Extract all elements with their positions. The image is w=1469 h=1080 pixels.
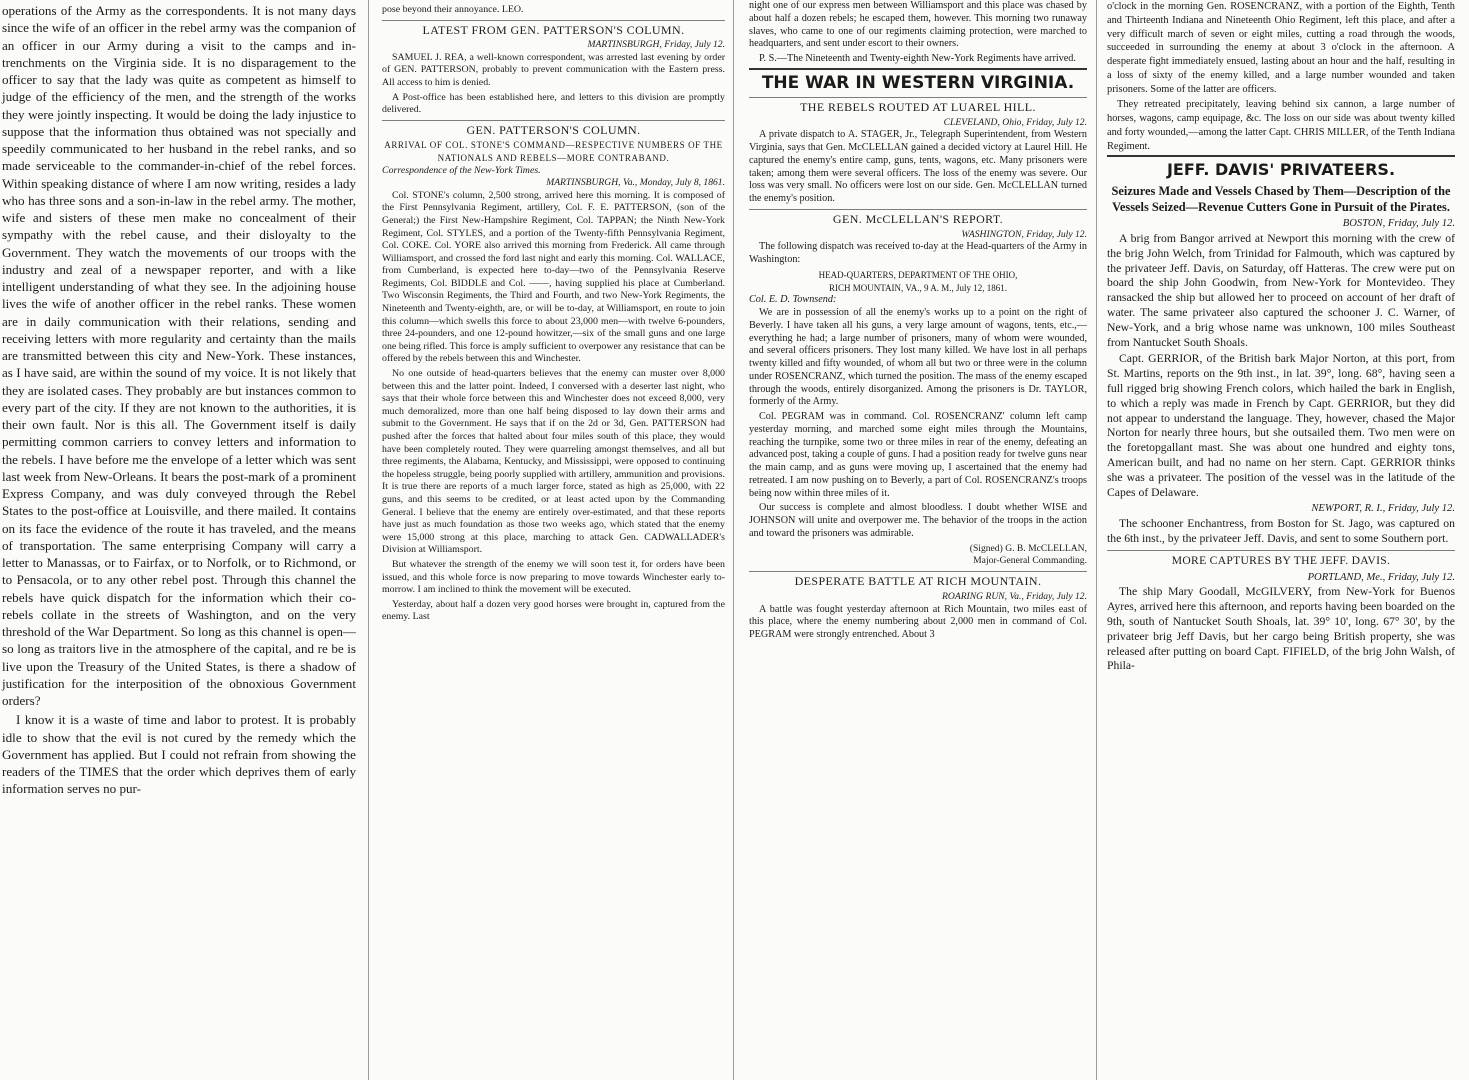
headline-more-captures: MORE CAPTURES BY THE JEFF. DAVIS. xyxy=(1171,553,1391,567)
dateline: BOSTON, Friday, July 12. xyxy=(1342,218,1455,230)
article-paragraph: A Post-office has been established here, and letters to this division are promptly delivered. xyxy=(382,91,725,116)
article-paragraph: The ship Mary Goodall, McGILVERY, from New-York for Buenos Ayres, arrived here this afternoon, and reports having been boarded on the 9th, south of Nantucket South Shoals, lat. 39° 10', long. 67° 30', by the privateer brig Jeff Davis, but her cargo being British property, she was released after putting on board Capt. FIFIELD, of the brig John Walsh, of Phila- xyxy=(1107,585,1455,673)
headline-war-western-virginia: THE WAR IN WESTERN VIRGINIA. xyxy=(761,72,1075,93)
subheadline: ARRIVAL OF COL. STONE'S COMMAND—RESPECTIVE NUMBERS OF THE NATIONALS AND REBELS—MORE CONTRABAND. xyxy=(384,140,723,163)
dispatch-paragraph: We are in possession of all the enemy's works up to a point on the right of Beverly. I have taken all his guns, a very large amount of wagons, tents, etc.,—everything he had; a large number of prisoners, many of whom were wounded, and several officers prisoners. They lost many killed. We have lost in all perhaps twenty killed and fifty wounded, of whom all but two or three were in the column under ROSENCRANZ, which turned the position. The mass of the enemy escaped through the woods, entirely disorganized. Among the prisoners is Dr. TAYLOR, formerly of the Army. xyxy=(749,307,1087,408)
signature-line: (Signed) G. B. McCLELLAN, xyxy=(969,542,1087,554)
dispatch-recipient: Col. E. D. Townsend: xyxy=(749,294,837,306)
section-divider xyxy=(1107,155,1455,157)
column-rule xyxy=(1096,0,1097,1080)
article-paragraph: A private dispatch to A. STAGER, Jr., Telegraph Superintendent, from Western Virginia, says that Gen. McCLELLAN gained a decided victory at Laurel Hill. He captured the enemy's entire camp, guns, tents, wagons, etc. Many prisoners were taken; among them were several officers. The loss of the enemy was severe. Our loss was very small. No officers were lost on our side. Gen. McCLELLAN turned the enemy's position. xyxy=(749,129,1087,204)
headquarters-line: HEAD-QUARTERS, DEPARTMENT OF THE OHIO, xyxy=(818,269,1018,280)
column-1 xyxy=(0,0,360,1080)
correspondence-credit: Correspondence of the New-York Times. xyxy=(382,164,541,176)
article-paragraph: But whatever the strength of the enemy we will soon test it, for orders have been issued, and this whole force is now preparing to move towards Winchester early to-morrow. I am inclined to think the movement will be executed. xyxy=(382,558,725,596)
section-divider xyxy=(749,209,1087,210)
column-rule xyxy=(733,0,734,1080)
headline-latest-patterson: LATEST FROM GEN. PATTERSON'S COLUMN. xyxy=(422,22,685,37)
article-paragraph: No one outside of head-quarters believes that the enemy can muster over 8,000 between this and the latter point. Indeed, I conversed with a deserter last night, who says that their whole force between this and Winchester does not exceed 8,000, very much demoralized, more than one half being disposed to lay down their arms and submit to the Government. He says that if on the 2d or 3d, Gen. PATTERSON had pushed after the forces that halted about four miles south of this place, they would have been completely routed. They were quarreling amongst themselves, and all but three regiments, the Alabama, Kentucky, and Mississippi, were opposed to continuing the hopeless struggle, being poorly supplied with artillery, ammunition and provisions. It is true there are reports of a much larger force, stated as high as 25,000, with 22 guns, and this seems to be credited, or at least acted upon by the Commanding General. I believe that the enemy are entirely over-estimated, and that these reports have just as much foundation as those two weeks ago, which stated that the enemy were 15,000 strong at this place, marching to attack Gen. CADWALLADER's Division at Williamsport. xyxy=(382,368,725,556)
column-3 xyxy=(735,0,1093,1080)
article-continuation xyxy=(1107,0,1455,153)
privateers-article xyxy=(1107,217,1455,674)
headline-jeff-davis-privateers: JEFF. DAVIS' PRIVATEERS. xyxy=(1166,160,1396,180)
headline-rich-mountain: DESPERATE BATTLE AT RICH MOUNTAIN. xyxy=(794,574,1042,588)
dispatch-paragraph: Col. PEGRAM was in command. Col. ROSENCRANZ' column left camp yesterday morning, and marched some eight miles through the Mountains, reaching the turnpike, some two or three miles in rear of the enemy, defeating an advanced post, taking a couple of guns. I had a position ready for twelve guns near the main camp, and as guns were moving up, I ascertained that the enemy had retreated. I am now pushing on to Beverly, a part of Col. ROSENCRANZ's troops being now within three miles of it. xyxy=(749,411,1087,499)
dateline: CLEVELAND, Ohio, Friday, July 12. xyxy=(943,116,1087,128)
dateline: WASHINGTON, Friday, July 12. xyxy=(961,228,1087,240)
article-paragraph: The following dispatch was received to-day at the Head-quarters of the Army in Washington: xyxy=(749,241,1087,265)
dispatch-paragraph: Our success is complete and almost bloodless. I doubt whether WISE and JOHNSON will unite and overpower me. The behavior of the troops in the action and toward the prisoners was admirable. xyxy=(749,502,1087,539)
section-divider xyxy=(749,68,1087,70)
column-2 xyxy=(374,0,731,1080)
column-4 xyxy=(1099,0,1469,1080)
signature-title: Major-General Commanding. xyxy=(973,555,1087,567)
article-paragraph: SAMUEL J. REA, a well-known correspondent, was arrested last evening by order of GEN. PATTERSON, probably to prevent communication with the Eastern press. All access to him is denied. xyxy=(382,51,725,88)
article-paragraph: I know it is a waste of time and labor to protest. It is probably idle to show that the evil is not cured by the remedy which the Government has applied. But I could not refrain from showing the readers of the TIMES that the order which deprives them of early information serves no pur- xyxy=(2,712,356,797)
section-divider xyxy=(749,571,1087,572)
section-divider xyxy=(382,20,725,21)
headline-mcclellan-report: GEN. McCLELLAN'S REPORT. xyxy=(832,211,1004,226)
dateline: NEWPORT, R. I., Friday, July 12. xyxy=(1311,503,1455,515)
section-divider xyxy=(1107,550,1455,551)
article-paragraph: Col. STONE's column, 2,500 strong, arrived here this morning. It is composed of the First Pennsylvania Regiment, artillery, Col. F. E. PATTERSON, (son of the General;) the First New-Hampshire Regiment, Col. TAPPAN; the Ninth New-York Regiment, Col. STYLES, and a portion of the Twenty-fifth Pennsylvania Regiment, Col. COKE. Col. YORE also arrived this morning from Frederick. All came through Williamsport, and crossed the ford last night and early this morning. Col. WALLACE, from Cumberland, is expected here to-day—two of the Pennsylvania Reserve Regiments, Col. BIDDLE and Col. ——, having supplied his place at Cumberland. Two Wisconsin Regiments, the Third and Fourth, and two New-York Regiments, the Nineteenth and Twenty-eighth, are, or will be to-day, at Williamsport, en route to join this column—which swells this force to about 23,000 men—with twelve 6-pounders, three 24-pounders, and one 12-pound howitzer,—six of the small guns and one large one being rifled. This force is amply sufficient to overpower any resistance that can be offered by the rebels between this and Winchester. xyxy=(382,189,725,365)
article-paragraph: A brig from Bangor arrived at Newport this morning with the crew of the brig John Welch, from Trinidad for Falmouth, which was captured by the privateer Jeff. Davis, on Saturday, off Hatteras. The crew were put on board the ship John Goodwin, from New-York for Montevideo. They ransacked the ship but allowed her to proceed on account of her draft of water. The same privateer also captured the schooner J. C. Warner, of New-York, and a brig whose name was unknown, 100 miles Southeast from Nantucket South Shoals. xyxy=(1107,232,1455,349)
article-paragraph: night one of our express men between Williamsport and this place was chased by about half a dozen rebels; he escaped them, however. This morning two runaway slaves, who came to one of our regiments claiming protection, were marched to headquarters, and sent under escort to their owners. xyxy=(749,0,1087,50)
dateline: MARTINSBURGH, Friday, July 12. xyxy=(587,39,725,51)
headline-rebels-routed: THE REBELS ROUTED AT LUAREL HILL. xyxy=(800,99,1036,114)
section-divider xyxy=(382,120,725,121)
article-paragraph: Yesterday, about half a dozen very good horses were brought in, captured from the enemy. Last xyxy=(382,598,725,623)
article-paragraph: The schooner Enchantress, from Boston for St. Jago, was captured on the 6th inst., by the privateer Jeff. Davis, and sent to some Southern port. xyxy=(1107,517,1455,545)
article-paragraph: operations of the Army as the correspondents. It is not many days since the wife of an officer in the rebel army was the companion of an officer in our Army during a visit to the camps and in-trenchments on the Virginia side. It is no disparagement to the officer to say that the lady was quite as competent as himself to judge of the efficiency of the men, and the strength of the works they were jointly inspecting. It would be doing the lady injustice to suppose that the information thus obtained was not specially and speedily communicated to her husband in the rebel ranks, and so made serviceable to the commander-in-chief of the rebel forces. Within speaking distance of where I am now writing, resides a lady who has three sons and a son-in-law in the rebel army. The mother, wife and sisters of these men make no concealment of their sympathy with the rebel cause, and their disloyalty to the Government. They watch the movements of our troops with the industry and zeal of a newspaper reporter, and with a like intelligent understanding of what they see. In the adjoining house lives the wife of another officer in the rebel ranks. These women are in daily communication with their relations, sending and receiving letters with more regularity and certainty than the mails are transmitted between this city and New-York. These instances, as I have said, are within the sound of my voice. It is not likely that they are isolated cases. They probably are but instances common to every part of the city. If they are not known to the authorities, it is their own fault. Nor is this all. The Government itself is daily permitting common carriers to convey letters and information to the rebels. I have before me the envelope of a letter which was sent last week from New-Orleans. It bears the post-mark of a prominent Express Company, and was duly conveyed through the Rebel States to the post-office at Louisville, and there mailed. It contains on its face the evidence of the route it has traveled, and the means of transportation. The same enterprising Company will carry a letter to Manassas, or to Fairfax, or to Norfolk, or to Richmond, or to Pensacola, or to any other rebel post. Through this channel the rebels have quick dispatch for the information which their co-rebels collate in the streets of Washington, and on the very threshold of the War Department. So long as this channel is open—so long as traitors live in the atmosphere of the capital, and re be is live upon the Treasury of the United States, is there a shadow of justification for the interposition of the obnoxious Government orders? xyxy=(2,3,356,708)
column-rule xyxy=(368,0,369,1080)
dateline: ROARING RUN, Va., Friday, July 12. xyxy=(942,590,1087,602)
article-paragraph: They retreated precipitately, leaving behind six cannon, a large number of horses, wagons, camp equipage, &c. The loss on our side was about twenty killed and forty wounded,—among the latter Capt. CHRIS MILLER, of the Tenth Indiana Regiment. xyxy=(1107,99,1455,152)
dateline: MARTINSBURGH, Va., Monday, July 8, 1861. xyxy=(546,177,725,189)
article-paragraph: Capt. GERRIOR, of the British bark Major Norton, at this port, from St. Martins, reports on the 9th inst., in lat. 39°, long. 68°, having seen a full rigged brig showing French colors, which hailed the bark in English, to which a reply was made in French by Capt. GERRIOR, but they did not appear to understand the language. They, however, chased the Major Norton for nearly three hours, but she outsailed them. Two men were on the foretopgallant mast. She was about one hundred and eighty tons, American built, and had no name on her stern. Capt. GERRIOR thinks she was a privateer. The position of the vessel was in the latitude of the Capes of Delaware. xyxy=(1107,352,1455,499)
article-paragraph: o'clock in the morning Gen. ROSENCRANZ, with a portion of the Eighth, Tenth and Thirteenth Indiana and Nineteenth Ohio Regiment, left this place, and after a very difficult march of seven or eight miles, cutting a road through the woods, succeeded in surrounding the enemy at about 3 o'clock in the afternoon. A desperate fight immediately ensued, lasting about an hour and the half, resulting in a loss of sixty of the enemy killed, and a large number wounded and taken prisoners. Some of the latter are officers. xyxy=(1107,1,1455,95)
article-closing-line: pose beyond their annoyance. LEO. xyxy=(382,4,524,15)
headline-patterson-column: GEN. PATTERSON'S COLUMN. xyxy=(466,122,641,137)
dateline: PORTLAND, Me., Friday, July 12. xyxy=(1307,571,1455,583)
section-divider xyxy=(749,97,1087,98)
headline-deck: Seizures Made and Vessels Chased by Them—Description of the Vessels Seized—Revenue Cutters Gone in Pursuit of the Pirates. xyxy=(1111,184,1451,215)
article-paragraph: A battle was fought yesterday afternoon at Rich Mountain, two miles east of this place, where the enemy numbering about 2,000 men in command of Col. PEGRAM were strongly entrenched. About 3 xyxy=(749,603,1087,640)
headquarters-line: RICH MOUNTAIN, VA., 9 A. M., July 12, 1861. xyxy=(829,282,1007,293)
postscript: P. S.—The Nineteenth and Twenty-eighth New-York Regiments have arrived. xyxy=(759,53,1076,64)
